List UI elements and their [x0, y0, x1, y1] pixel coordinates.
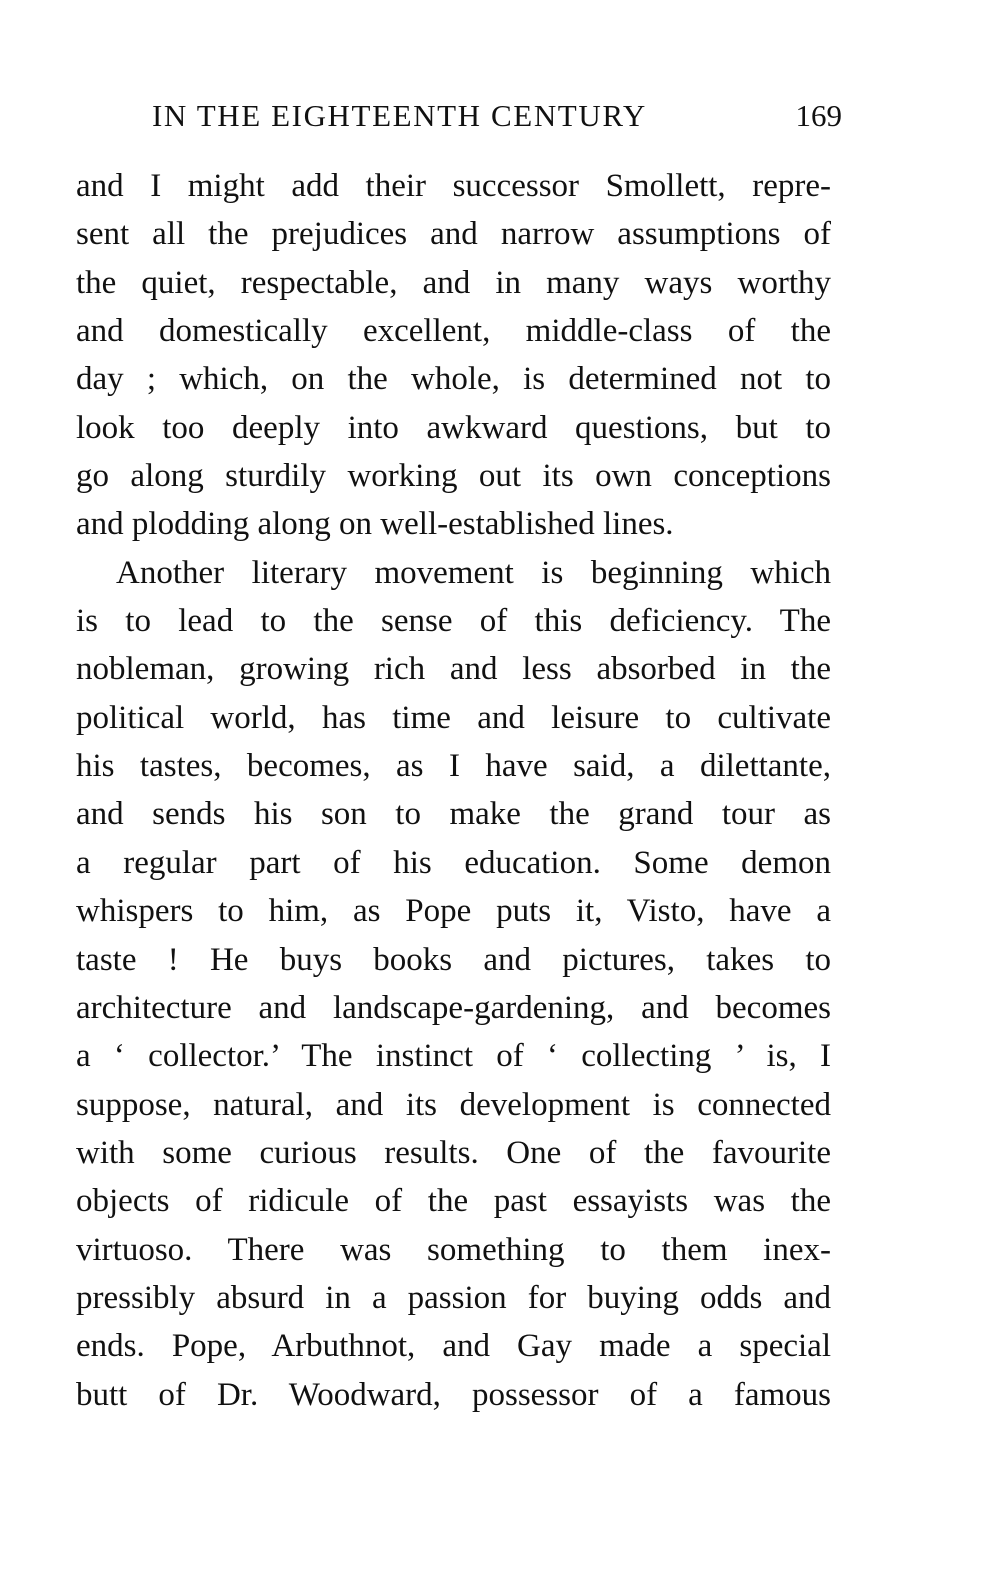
text-line: suppose, natural, and its development is connected: [76, 1086, 831, 1123]
text-line: go along sturdily working out its own conceptions: [76, 458, 831, 495]
running-head: [152, 94, 842, 138]
text-line: and sends his son to make the grand tour as: [76, 796, 831, 833]
text-line: virtuoso. There was something to them inex-: [76, 1231, 831, 1268]
text-line: look too deeply into awkward questions, but to: [76, 409, 831, 446]
text-line: butt of Dr. Woodward, possessor of a famous: [76, 1376, 831, 1413]
text-line: sent all the prejudices and narrow assumptions of: [76, 216, 831, 253]
text-line: with some curious results. One of the favourite: [76, 1134, 831, 1171]
text-line: a regular part of his education. Some demon: [76, 844, 831, 881]
text-line: is to lead to the sense of this deficiency. The: [76, 603, 831, 640]
text-line: and I might add their successor Smollett, repre-: [76, 168, 831, 204]
paragraph-end-line: and plodding along on well-established lines.: [76, 506, 674, 543]
running-title: IN THE EIGHTEENTH CENTURY: [152, 98, 647, 133]
text-line: a ‘ collector.’ The instinct of ‘ collecting ’ is, I: [76, 1038, 831, 1075]
text-line: ends. Pope, Arbuthnot, and Gay made a special: [76, 1328, 831, 1365]
text-line: political world, has time and leisure to cultivate: [76, 699, 831, 736]
paragraph-first-line: Another literary movement is beginning which: [116, 554, 831, 591]
text-line: nobleman, growing rich and less absorbed in the: [76, 651, 831, 688]
text-line: whispers to him, as Pope puts it, Visto, have a: [76, 893, 831, 930]
page-number: 169: [795, 98, 842, 133]
text-line: and domestically excellent, middle-class of the: [76, 313, 831, 350]
text-line: architecture and landscape-gardening, and becomes: [76, 989, 831, 1026]
text-line: taste ! He buys books and pictures, takes to: [76, 941, 831, 978]
text-line: pressibly absurd in a passion for buying odds and: [76, 1279, 831, 1316]
body-text: [76, 162, 831, 1419]
text-line: the quiet, respectable, and in many ways worthy: [76, 264, 831, 301]
text-line: his tastes, becomes, as I have said, a dilettante,: [76, 748, 831, 785]
text-line: day ; which, on the whole, is determined not to: [76, 361, 831, 398]
text-line: objects of ridicule of the past essayists was the: [76, 1183, 831, 1220]
